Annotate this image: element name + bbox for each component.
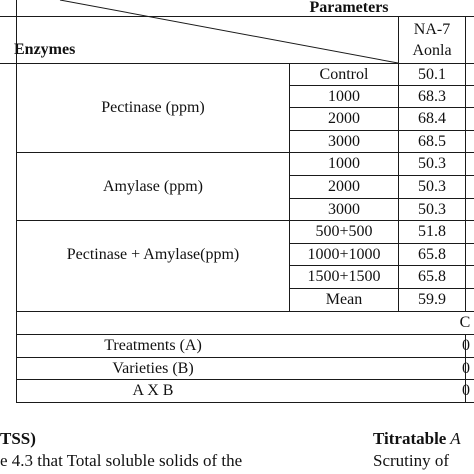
- row-value: 68.5: [418, 132, 446, 150]
- row-level: 3000: [328, 200, 360, 218]
- row-level: 1500+1500: [307, 268, 381, 285]
- row-level: 3000: [328, 132, 360, 150]
- group-label-amylase: Amylase (ppm): [103, 177, 203, 195]
- mean-value: 59.9: [418, 291, 446, 308]
- row-value: 65.8: [418, 245, 446, 263]
- paragraph-line-right: Scrutiny of: [373, 451, 450, 470]
- row-level: 1000: [328, 87, 360, 105]
- group-label-pectinase: Pectinase (ppm): [101, 99, 205, 116]
- stats-label: Treatments (A): [104, 337, 202, 354]
- row-value: 50.3: [418, 155, 446, 172]
- row-value: 68.3: [418, 87, 446, 105]
- stats-label: A X B: [132, 382, 174, 399]
- row-level: Control: [319, 65, 369, 83]
- row-level: 2000: [328, 178, 360, 195]
- heading-right-rest: A: [446, 429, 461, 448]
- stats-value: 0: [462, 382, 470, 399]
- heading-right-bold: Titratable: [373, 429, 447, 448]
- row-value: 51.8: [418, 223, 446, 240]
- stats-label: Varieties (B): [112, 359, 194, 377]
- row-value: 68.4: [418, 110, 446, 127]
- header-enzymes: Enzymes: [14, 41, 76, 58]
- rule-table-bottom: [16, 402, 474, 403]
- paragraph-line-left: e 4.3 that Total soluble solids of the: [0, 451, 243, 470]
- section-heading-right: [373, 428, 461, 450]
- row-value: 65.8: [418, 268, 446, 285]
- rule-mean-end: [16, 311, 474, 312]
- section-heading-left: TSS): [0, 429, 36, 448]
- group-label-combined: Pectinase + Amylase(ppm): [66, 245, 240, 263]
- row-value: 50.1: [418, 65, 446, 83]
- row-level: 1000+1000: [307, 245, 381, 263]
- header-parameters: Parameters: [309, 0, 389, 16]
- row-value: 50.3: [418, 178, 446, 195]
- row-level: 1000: [328, 155, 360, 172]
- row-level: 2000: [328, 110, 360, 127]
- cd-header-partial: C: [459, 314, 471, 331]
- column-header-line2: Aonla: [412, 42, 452, 59]
- stats-value: 0: [462, 359, 470, 377]
- column-header-line1: NA-7: [413, 21, 451, 38]
- row-value: 50.3: [418, 200, 446, 218]
- mean-label: Mean: [325, 291, 363, 308]
- stats-value: 0: [462, 337, 470, 354]
- row-level: 500+500: [315, 223, 373, 240]
